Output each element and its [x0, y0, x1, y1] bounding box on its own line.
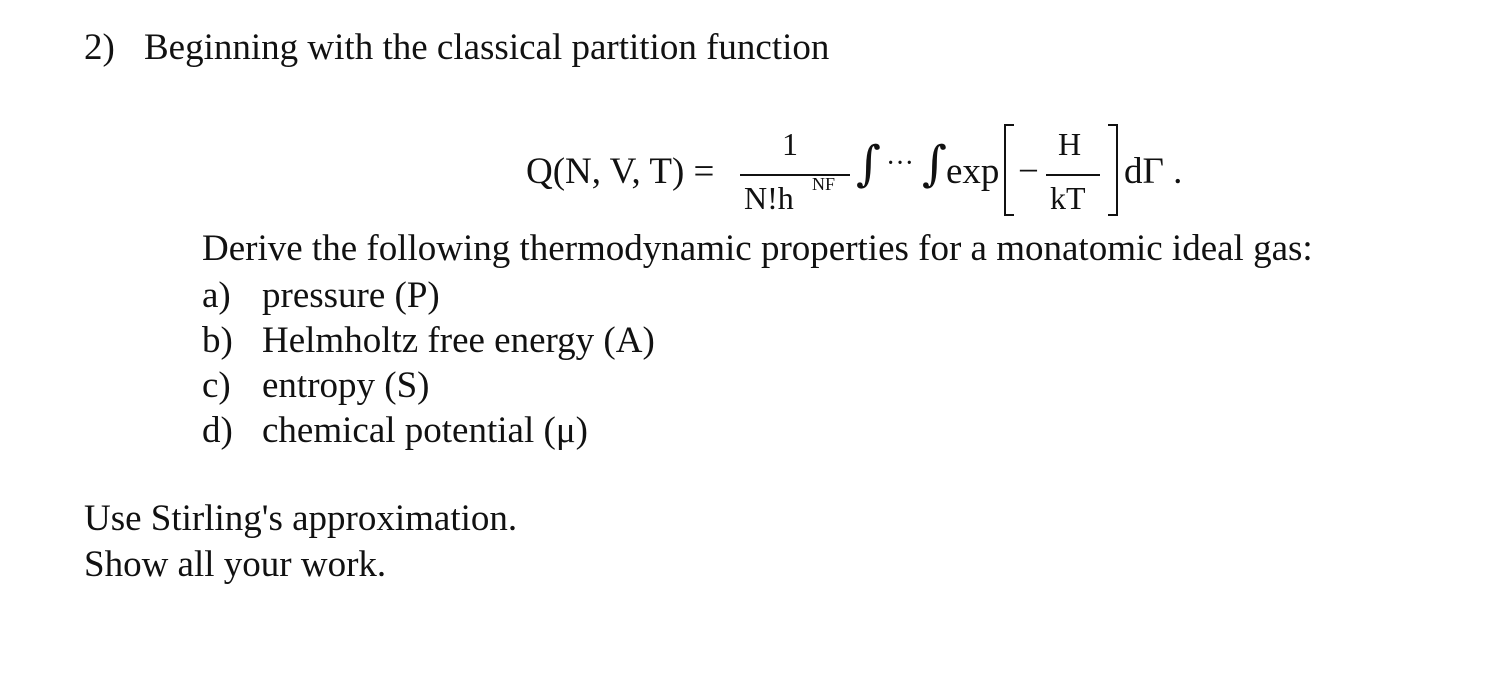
- instruction-text: Derive the following thermodynamic properties for a monatomic ideal gas:: [202, 228, 1313, 269]
- inner-denominator: kT: [1050, 180, 1086, 216]
- equation-lhs: Q(N, V, T) =: [526, 151, 715, 192]
- inner-fraction-bar: [1046, 174, 1100, 176]
- list-item: [202, 319, 655, 363]
- note-show-work: Show all your work.: [84, 544, 387, 585]
- minus-sign: −: [1018, 151, 1039, 192]
- item-text: entropy (S): [262, 365, 430, 406]
- integral-dots: ···: [886, 148, 914, 179]
- problem-number: 2): [84, 27, 115, 68]
- item-text: chemical potential (μ): [262, 410, 588, 451]
- exp-function: exp: [946, 151, 1000, 192]
- problem-intro: Beginning with the classical partition function: [144, 27, 830, 68]
- integral-sign-1: ∫: [856, 136, 882, 192]
- left-bracket: [1004, 124, 1014, 216]
- item-marker: b): [202, 320, 233, 361]
- item-text: Helmholtz free energy (A): [262, 320, 655, 361]
- equation-tail: dΓ .: [1124, 151, 1183, 192]
- fraction-denominator: N!h: [744, 180, 794, 216]
- list-item: [202, 364, 430, 408]
- item-marker: c): [202, 365, 231, 406]
- fraction-numerator: 1: [782, 126, 798, 162]
- list-item: [202, 409, 588, 453]
- item-marker: d): [202, 410, 233, 451]
- problem-heading: [84, 26, 829, 70]
- fraction-denominator-exponent: NF: [812, 174, 836, 194]
- list-item: [202, 274, 440, 318]
- right-bracket: [1108, 124, 1118, 216]
- inner-numerator: H: [1058, 126, 1082, 162]
- integral-sign-2: ∫: [922, 136, 948, 192]
- note-stirling: Use Stirling's approximation.: [84, 498, 518, 539]
- item-text: pressure (P): [262, 275, 440, 316]
- item-marker: a): [202, 275, 231, 316]
